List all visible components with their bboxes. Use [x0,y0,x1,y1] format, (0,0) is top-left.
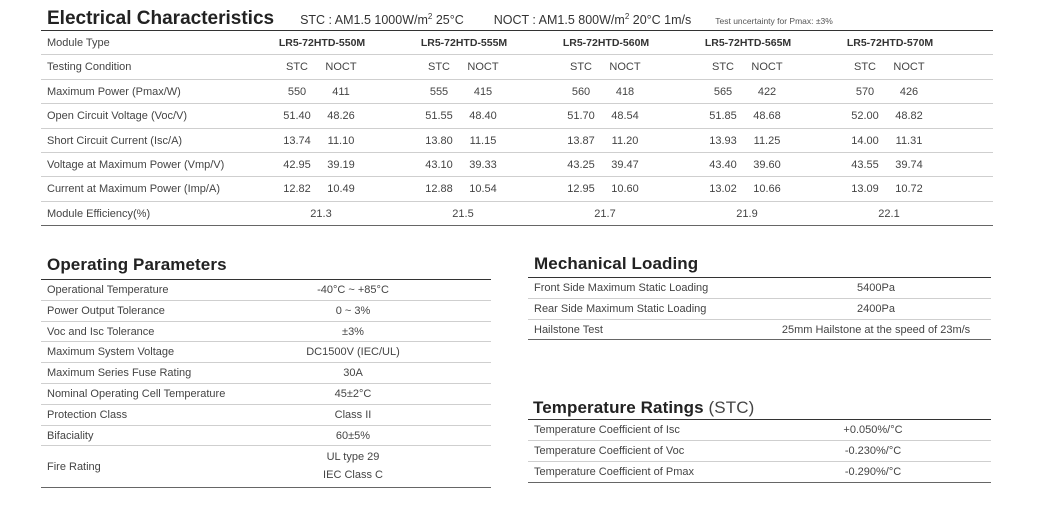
mechanical-value: 25mm Hailstone at the speed of 23m/s [781,323,971,336]
voc-value: 51.85 [709,110,737,123]
module-name: LR5-72HTD-560M [562,37,650,49]
vmp-value: 42.95 [283,158,311,171]
vmp-value: 43.40 [709,158,737,171]
vmp-value: 39.19 [327,158,355,171]
max-power-value: 422 [757,85,777,98]
mechanical-label: Hailstone Test [534,323,603,336]
operating-row [41,342,491,363]
stc-header: STC [286,61,308,74]
operating-label: Maximum Series Fuse Rating [47,367,192,380]
operating-label: Nominal Operating Cell Temperature [47,387,226,400]
stc-header: STC [570,61,592,74]
voc-value: 51.40 [283,110,311,123]
efficiency-value: 21.7 [594,207,616,220]
uncertainty-note: Test uncertainty for Pmax: ±3% [715,16,833,26]
voc-row [41,104,993,128]
operating-table [41,279,491,488]
stc-condition: STC : AM1.5 $1000W/m^2$ 25°C [300,11,464,27]
stc-header: STC [854,61,876,74]
operating-row [41,405,491,426]
mechanical-row [528,299,991,320]
operating-value: 0 ~ 3% [335,304,371,317]
mechanical-label: Rear Side Maximum Static Loading [534,302,707,315]
voc-value: 52.00 [851,110,879,123]
imp-label: Current at Maximum Power (Imp/A) [47,183,220,196]
operating-value: -40°C ~ +85°C [317,284,389,296]
electrical-table [41,30,993,226]
max-power-value: 560 [571,85,591,98]
max-power-value: 550 [287,85,307,98]
temperature-row [528,441,991,462]
imp-value: 10.49 [327,183,355,196]
max-power-value: 570 [855,85,875,98]
temperature-label: Temperature Coefficient of Voc [534,445,685,457]
voc-value: 48.26 [327,110,355,123]
max-power-value: 555 [429,85,449,98]
temperature-title: Temperature Ratings (STC) [533,398,755,417]
vmp-value: 43.25 [567,158,595,171]
mechanical-value: 2400Pa [857,302,895,315]
max-power-row [41,80,993,104]
vmp-value: 43.55 [851,158,879,171]
fire-rating-value [323,448,383,484]
max-power-value: 565 [713,85,733,98]
voc-value: 51.55 [425,110,453,123]
max-power-value: 418 [615,85,635,98]
vmp-label: Voltage at Maximum Power (Vmp/V) [47,158,225,171]
module-name: LR5-72HTD-570M [846,37,934,49]
imp-value: 10.66 [753,183,781,196]
isc-value: 13.74 [283,134,311,147]
fire-rating-ul: UL type 29 [326,451,380,464]
isc-value: 14.00 [851,134,879,147]
temperature-row [528,420,991,441]
electrical-title: Electrical Characteristics [47,8,275,29]
imp-row [41,177,993,201]
mechanical-row [528,278,991,299]
efficiency-label: Module Efficiency(%) [47,207,151,220]
noct-header: NOCT [325,61,357,74]
efficiency-value: 21.3 [310,207,332,220]
operating-label: Power Output Tolerance [47,304,165,317]
operating-value: 60±5% [335,429,371,442]
temperature-label: Temperature Coefficient of Pmax [534,466,694,478]
mechanical-value: 5400Pa [857,282,895,294]
efficiency-value: 21.5 [452,207,474,220]
operating-value: Class II [334,408,372,421]
temperature-table [528,419,991,483]
efficiency-row [41,202,993,226]
operating-row [41,301,491,322]
vmp-value: 39.47 [611,158,639,171]
operating-row [41,280,491,301]
isc-value: 13.80 [425,134,453,147]
vmp-value: 39.74 [895,158,923,171]
isc-value: 11.20 [611,134,639,147]
mechanical-table [528,277,991,340]
imp-value: 12.95 [567,183,595,196]
stc-header: STC [712,61,734,74]
fire-rating-row [41,446,491,488]
vmp-value: 43.10 [425,158,453,171]
noct-condition: NOCT : AM1.5 $800W/m^2$ 20°C 1m/s [493,11,692,27]
isc-value: 11.31 [895,134,923,147]
module-type-row [41,31,993,55]
max-power-value: 415 [473,85,493,98]
max-power-value: 411 [332,85,350,98]
fire-rating-label: Fire Rating [47,461,101,474]
operating-row [41,426,491,447]
isc-label: Short Circuit Current (Isc/A) [47,134,183,147]
mechanical-label: Front Side Maximum Static Loading [534,282,709,294]
temperature-value: -0.230%/°C [844,445,902,457]
fire-rating-iec: IEC Class C [323,469,383,482]
voc-value: 48.54 [611,110,639,123]
temperature-row [528,462,991,483]
module-name: LR5-72HTD-565M [704,37,792,49]
imp-value: 10.54 [469,183,497,196]
imp-value: 12.82 [283,183,311,196]
max-power-value: 426 [899,85,919,98]
voc-value: 48.82 [895,110,923,123]
isc-value: 11.15 [469,134,497,147]
noct-header: NOCT [609,61,641,74]
vmp-value: 39.33 [469,158,497,171]
module-type-label: Module Type [47,37,110,49]
voc-value: 51.70 [567,110,595,123]
stc-header: STC [428,61,450,74]
module-name: LR5-72HTD-550M [278,37,366,49]
imp-value: 12.88 [425,183,453,196]
testing-condition-label: Testing Condition [47,61,132,74]
operating-value: 45±2°C [334,387,372,400]
electrical-header [47,8,833,30]
operating-row [41,363,491,384]
imp-value: 10.72 [895,183,923,196]
testing-condition-row [41,55,993,79]
noct-header: NOCT [467,61,499,74]
max-power-label: Maximum Power (Pmax/W) [47,85,181,98]
imp-value: 10.60 [611,183,639,196]
efficiency-value: 22.1 [878,207,900,220]
isc-value: 11.10 [327,134,355,147]
temperature-label: Temperature Coefficient of Isc [534,424,680,436]
temperature-value: -0.290%/°C [844,466,902,478]
temperature-value: +0.050%/°C [843,424,903,436]
operating-label: Protection Class [47,408,128,421]
operating-value: 30A [343,367,363,380]
operating-label: Operational Temperature [47,284,169,296]
noct-header: NOCT [751,61,783,74]
operating-label: Bifaciality [47,429,94,442]
operating-row [41,384,491,405]
operating-title: Operating Parameters [47,255,227,274]
isc-value: 13.87 [567,134,595,147]
voc-value: 48.40 [469,110,497,123]
operating-value: ±3% [342,325,364,338]
vmp-row [41,153,993,177]
isc-row [41,129,993,153]
noct-header: NOCT [893,61,925,74]
voc-value: 48.68 [753,110,781,123]
voc-label: Open Circuit Voltage (Voc/V) [47,110,188,123]
operating-label: Maximum System Voltage [47,346,175,359]
vmp-value: 39.60 [753,158,781,171]
isc-value: 13.93 [709,134,737,147]
operating-row [41,322,491,343]
module-name: LR5-72HTD-555M [420,37,508,49]
efficiency-value: 21.9 [736,207,758,220]
imp-value: 13.09 [851,183,879,196]
operating-label: Voc and Isc Tolerance [47,325,155,338]
operating-value: DC1500V (IEC/UL) [306,346,400,359]
isc-value: 11.25 [753,134,781,147]
imp-value: 13.02 [709,183,737,196]
mechanical-title: Mechanical Loading [534,254,699,273]
mechanical-row [528,320,991,341]
